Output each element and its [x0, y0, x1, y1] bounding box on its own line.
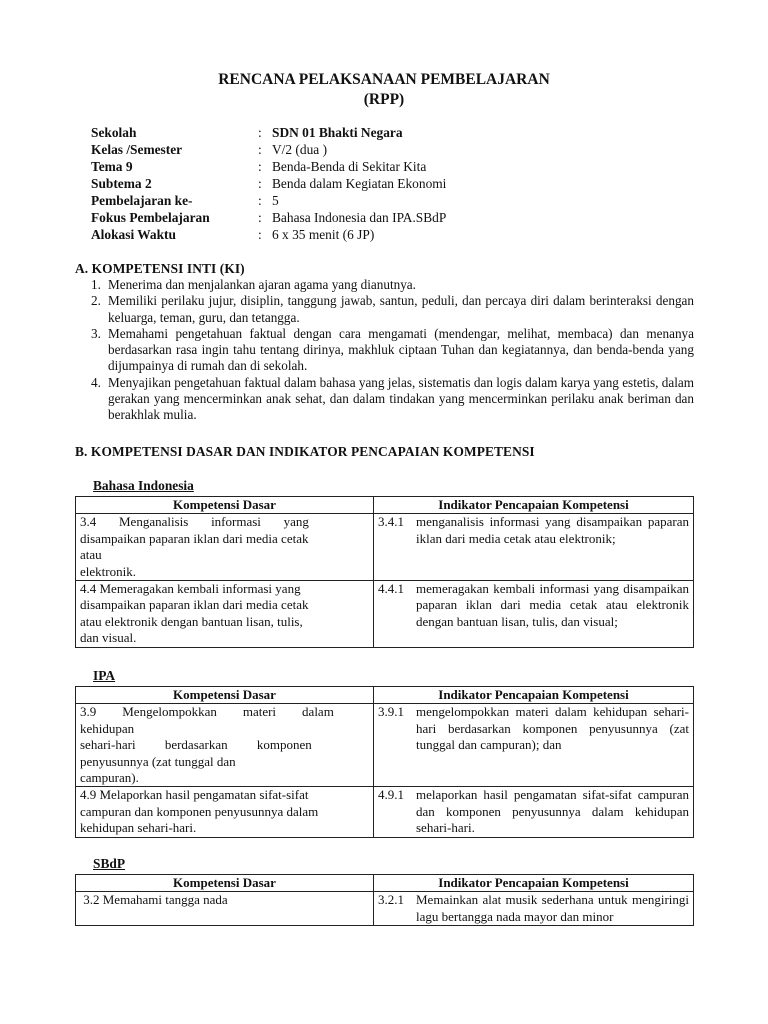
info-row [91, 176, 572, 193]
ki-number: 2. [91, 293, 101, 309]
kd-line: 4.4 Memeragakan kembali informasi yang [80, 581, 301, 597]
ipk-cell [374, 704, 694, 787]
ki-item [91, 277, 694, 293]
kd-line: atau [80, 547, 102, 563]
ki-text: Memiliki perilaku jujur, disiplin, tanggung jawab, santun, peduli, dan percaya diri dalam berinteraksi dengan keluarga, teman, guru, dan tetangga. [108, 293, 694, 325]
document-subtitle: (RPP) [363, 91, 405, 108]
info-row [91, 193, 572, 210]
kd-line: sehari-hari berdasarkan komponen [80, 737, 312, 753]
kd-line: disampaikan paparan iklan dari media cetak [80, 597, 309, 613]
kd-line: 3.4 Menganalisis informasi yang [80, 514, 309, 530]
ipk-number: 3.2.1 [378, 892, 404, 908]
info-row [91, 142, 572, 159]
info-row [91, 210, 572, 227]
info-colon: : [258, 142, 262, 157]
kd-cell [76, 787, 374, 837]
info-value: Benda-Benda di Sekitar Kita [272, 159, 427, 174]
info-colon: : [258, 125, 262, 140]
kd-line: atau elektronik dengan bantuan lisan, tulis, [80, 613, 303, 629]
kd-line: campuran). [80, 770, 139, 786]
kd-line: disampaikan paparan iklan dari media cetak [80, 530, 309, 546]
info-label: Fokus Pembelajaran [91, 210, 210, 225]
ipk-text: menganalisis informasi yang disampaikan paparan iklan dari media cetak atau elektronik; [416, 514, 689, 546]
ipk-entry [378, 787, 689, 836]
kd-cell [76, 581, 374, 648]
kd-cell [76, 892, 374, 926]
ki-text: Menyajikan pengetahuan faktual dalam bahasa yang jelas, sistematis dan logis dalam karya yang estetis, dalam gerakan yang mencerminkan anak sehat, dan dalam tindakan yang mencerminkan perilaku anak beriman dan berakhlak mulia. [108, 374, 694, 423]
ipk-text: Memainkan alat musik sederhana untuk mengiringi lagu bertangga nada mayor dan minor [416, 892, 689, 924]
ki-number: 3. [91, 325, 101, 341]
kd-line: campuran dan komponen penyusunnya dalam [80, 803, 319, 819]
ki-number: 1. [91, 277, 101, 292]
kd-line: elektronik. [80, 563, 136, 579]
kd-line: penyusunnya (zat tunggal dan [80, 753, 236, 769]
kd-cell [76, 704, 374, 787]
kd-cell [76, 514, 374, 581]
ki-text: Menerima dan menjalankan ajaran agama yang dianutnya. [108, 277, 416, 292]
ki-list [91, 277, 694, 424]
table-row [76, 892, 694, 926]
kd-table-ipa [75, 686, 694, 838]
column-header-ipk: Indikator Pencapaian Kompetensi [374, 687, 694, 704]
info-label: Subtema 2 [91, 176, 152, 191]
ipk-cell [374, 892, 694, 926]
info-value: SDN 01 Bhakti Negara [272, 125, 403, 140]
info-value: V/2 (dua ) [272, 142, 328, 157]
info-colon: : [258, 176, 262, 191]
ipk-number: 4.9.1 [378, 787, 404, 803]
kd-line: 3.9 Mengelompokkan materi dalam [80, 704, 334, 720]
ki-text: Memahami pengetahuan faktual dengan cara mengamati (mendengar, melihat, membaca) dan menanya berdasarkan rasa ingin tahu tentang dirinya, makhluk ciptaan Tuhan dan kegiatannya, dan benda-benda yang dijumpainya di rumah dan di sekolah. [108, 325, 694, 374]
column-header-ipk: Indikator Pencapaian Kompetensi [374, 875, 694, 892]
kd-line: kehidupan sehari-hari. [80, 820, 197, 836]
ki-item [91, 293, 694, 326]
kd-line: dan visual. [80, 630, 137, 646]
ki-number: 4. [91, 374, 101, 390]
column-header-kd: Kompetensi Dasar [76, 687, 374, 704]
section-b-title: B. KOMPETENSI DASAR DAN INDIKATOR PENCAPAIAN KOMPETENSI [75, 444, 535, 459]
table-row [76, 514, 694, 581]
kd-line: 3.2 Memahami tangga nada [80, 892, 228, 908]
info-row [91, 227, 572, 244]
column-header-kd: Kompetensi Dasar [76, 497, 374, 514]
subject-title-bahasa: Bahasa Indonesia [93, 478, 194, 493]
info-colon: : [258, 227, 262, 242]
table-row [76, 704, 694, 787]
ipk-text: memeragakan kembali informasi yang disampaikan paparan iklan dari media cetak atau elektronik dengan bantuan lisan, tulis, dan visual; [416, 581, 689, 629]
info-label: Sekolah [91, 125, 137, 140]
info-value: Bahasa Indonesia dan IPA.SBdP [272, 210, 447, 225]
ipk-cell [374, 787, 694, 837]
kd-line: kehidupan [80, 720, 135, 736]
ipk-cell [374, 514, 694, 581]
info-row [91, 125, 572, 142]
info-value: 6 x 35 menit (6 JP) [272, 227, 375, 242]
info-label: Pembelajaran ke- [91, 193, 193, 208]
info-colon: : [258, 210, 262, 225]
info-colon: : [258, 193, 262, 208]
info-colon: : [258, 159, 262, 174]
document-title: RENCANA PELAKSANAAN PEMBELAJARAN [218, 71, 550, 88]
ipk-entry [378, 581, 689, 630]
info-row [91, 159, 572, 176]
ipk-entry [378, 514, 689, 547]
ki-item [91, 326, 694, 375]
ipk-text: mengelompokkan materi dalam kehidupan sehari-hari berdasarkan komponen penyusunnya (zat tunggal dan campuran); dan [416, 704, 689, 753]
ipk-entry [378, 892, 689, 925]
identity-table [91, 125, 572, 244]
column-header-kd: Kompetensi Dasar [76, 875, 374, 892]
info-label: Alokasi Waktu [91, 227, 176, 242]
table-row [76, 787, 694, 837]
section-a-title: A. KOMPETENSI INTI (KI) [75, 261, 245, 276]
info-value: Benda dalam Kegiatan Ekonomi [272, 176, 447, 191]
kd-line: 4.9 Melaporkan hasil pengamatan sifat-sifat [80, 787, 309, 803]
kd-table-sbdp [75, 874, 694, 926]
info-label: Tema 9 [91, 159, 133, 174]
info-label: Kelas /Semester [91, 142, 183, 157]
ipk-number: 3.4.1 [378, 514, 404, 530]
kd-table-bahasa [75, 496, 694, 648]
ipk-number: 4.4.1 [378, 581, 404, 597]
subject-title-ipa: IPA [93, 668, 116, 683]
ipk-text: melaporkan hasil pengamatan sifat-sifat campuran dan komponen penyusunnya dalam kehidupan sehari-hari. [416, 787, 689, 836]
subject-title-sbdp: SBdP [93, 856, 126, 871]
info-value: 5 [272, 193, 279, 208]
ki-item [91, 375, 694, 424]
table-row [76, 581, 694, 648]
ipk-number: 3.9.1 [378, 704, 404, 720]
ipk-cell [374, 581, 694, 648]
column-header-ipk: Indikator Pencapaian Kompetensi [374, 497, 694, 514]
ipk-entry [378, 704, 689, 753]
